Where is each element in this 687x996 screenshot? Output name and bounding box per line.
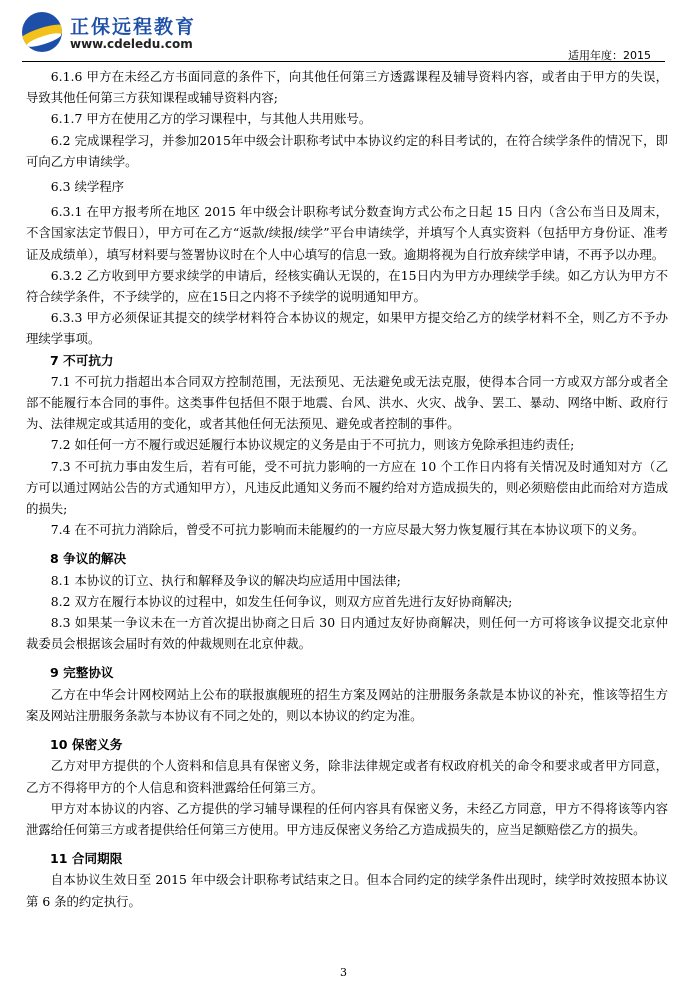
section-10-heading: 10 保密义务 xyxy=(50,737,123,753)
brand-url: www.cdeledu.com xyxy=(70,37,193,51)
clause-7-3: 7.3 不可抗力事由发生后，若有可能，受不可抗力影响的一方应在 10 个工作日内将有关情况及时通知对方（乙方可以通过网站公告的方式通知甲方），凡违反此通知义务而不履约给对方造成损失的，则必须赔偿由此而给对方造成的损失; xyxy=(26,458,668,517)
logo-icon xyxy=(22,12,62,52)
clause-7-2: 7.2 如任何一方不履行或迟延履行本协议规定的义务是由于不可抗力，则该方免除承担违约责任; xyxy=(50,437,575,453)
clause-8-2: 8.2 双方在履行本协议的过程中，如发生任何争议，则双方应首先进行友好协商解决; xyxy=(50,593,513,609)
document-body xyxy=(26,66,668,912)
clause-7-1: 7.1 不可抗力指超出本合同双方控制范围，无法预见、无法避免或无法克服，使得本合同一方或双方部分或者全部不能履行本合同的事件。这类事件包括但不限于地震、台风、洪水、火灾、战争、罢工、暴动、网络中断、政府行为、法律规定或其适用的变化，或者其他任何无法预见、避免或者控制的事件。 xyxy=(26,373,668,432)
clause-6-3-3: 6.3.3 甲方必须保证其提交的续学材料符合本协议的规定，如果甲方提交给乙方的续学材料不全，则乙方不予办理续学事项。 xyxy=(26,310,668,347)
page-number: 3 xyxy=(340,966,347,979)
clause-8-1: 8.1 本协议的订立、执行和解释及争议的解决均应适用中国法律; xyxy=(50,572,401,588)
clause-6-1-7: 6.1.7 甲方在使用乙方的学习课程中，与其他人共用账号。 xyxy=(50,111,372,127)
clause-6-3-1: 6.3.1 在甲方报考所在地区 2015 年中级会计职称考试分数查询方式公布之日起 15 日内（含公布当日及周末，不含国家法定节假日），甲方可在乙方“返款/续报/续学”平台申请续学，并填写个人真实资料（包括甲方身份证、准考证及成绩单），填写材料要与签署协议时在个人中心填写的信息一致。逾期将视为自行放弃续学申请，不再予以办理。 xyxy=(26,204,668,262)
clause-10-a: 乙方对甲方提供的个人资料和信息具有保密义务，除非法律规定或者有权政府机关的命令和要求或者甲方同意，乙方不得将甲方的个人信息和资料泄露给任何第三方。 xyxy=(26,758,668,795)
brand-name: 正保远程教育 xyxy=(70,16,197,38)
section-7-heading: 7 不可抗力 xyxy=(50,352,114,368)
clause-11: 自本协议生效日至 2015 年中级会计职称考试结束之日。但本合同约定的续学条件出现时，续学时效按照本协议第 6 条的约定执行。 xyxy=(26,872,668,909)
clause-8-3: 8.3 如果某一争议未在一方首次提出协商之日后 30 日内通过友好协商解决，则任何一方可将该争议提交北京仲裁委员会根据该会届时有效的仲裁规则在北京仲裁。 xyxy=(26,615,668,652)
header-divider xyxy=(22,61,665,62)
clause-6-3-2: 6.3.2 乙方收到甲方要求续学的申请后，经核实确认无误的，在15日内为甲方办理续学手续。如乙方认为甲方不符合续学条件，不予续学的，应在15日之内将不予续学的说明通知甲方。 xyxy=(26,267,668,305)
applicable-year: 适用年度：2015 xyxy=(568,49,651,62)
clause-6-3-title: 6.3 续学程序 xyxy=(50,179,125,195)
page-header xyxy=(0,0,687,62)
section-9-heading: 9 完整协议 xyxy=(50,665,114,681)
clause-6-2: 6.2 完成课程学习，并参加2015年中级会计职称考试中本协议约定的科目考试的，在符合续学条件的情况下，即可向乙方申请续学。 xyxy=(26,132,668,169)
clause-10-b: 甲方对本协议的内容、乙方提供的学习辅导课程的任何内容具有保密义务，未经乙方同意，甲方不得将该等内容泄露给任何第三方或者提供给任何第三方使用。甲方违反保密义务给乙方造成损失的，应当足额赔偿乙方的损失。 xyxy=(26,800,668,837)
clause-7-4: 7.4 在不可抗力消除后，曾受不可抗力影响而未能履约的一方应尽最大努力恢复履行其在本协议项下的义务。 xyxy=(50,522,645,538)
clause-9: 乙方在中华会计网校网站上公布的联报旗舰班的招生方案及网站的注册服务条款是本协议的补充，惟该等招生方案及网站注册服务条款与本协议有不同之处的，则以本协议的约定为准。 xyxy=(26,686,668,723)
section-8-heading: 8 争议的解决 xyxy=(50,551,127,567)
section-11-heading: 11 合同期限 xyxy=(50,851,123,867)
clause-6-1-6: 6.1.6 甲方在未经乙方书面同意的条件下，向其他任何第三方透露课程及辅导资料内容，或者由于甲方的失误，导致其他任何第三方获知课程或辅导资料内容; xyxy=(26,69,668,106)
